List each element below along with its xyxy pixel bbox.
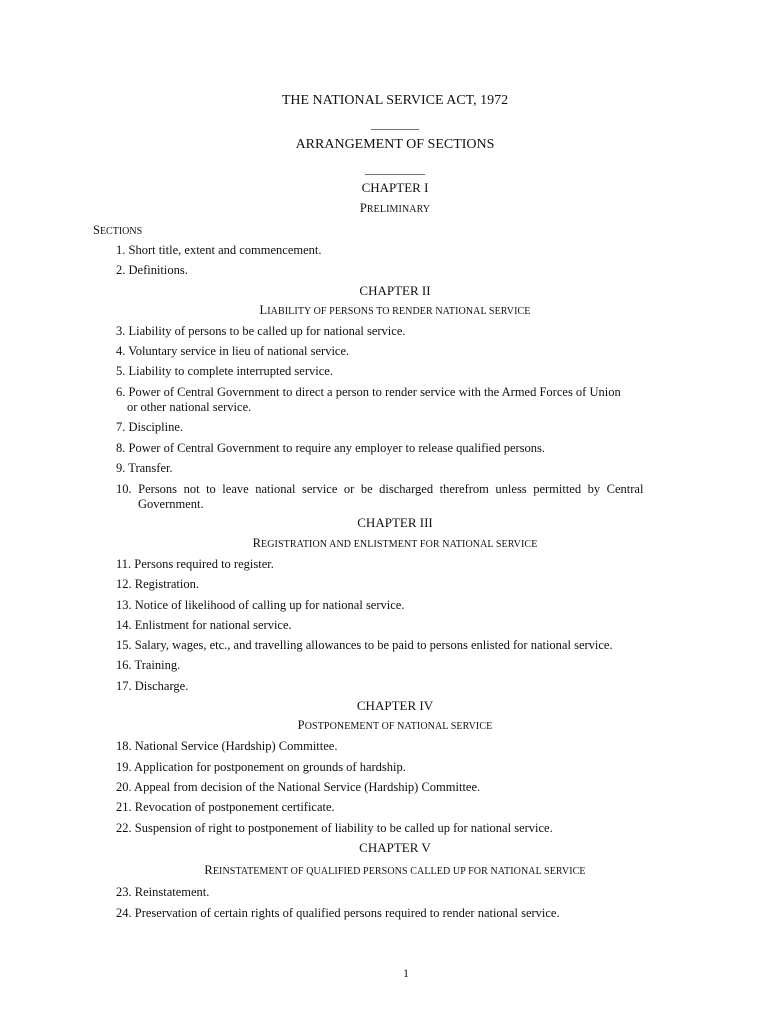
section-item: 9. Transfer.: [116, 461, 173, 475]
section-item: 20. Appeal from decision of the National Service (Hardship) Committee.: [116, 780, 481, 794]
section-item: 1. Short title, extent and commencement.: [116, 243, 322, 257]
section-item: 22. Suspension of right to postponement of liability to be called up for national service.: [116, 821, 553, 835]
section-item: 5. Liability to complete interrupted service.: [116, 364, 333, 378]
section-item: 15. Salary, wages, etc., and travelling allowances to be paid to persons enlisted for national service.: [116, 638, 613, 652]
chapter-3-subtitle: REGISTRATION AND ENLISTMENT FOR NATIONAL SERVICE: [252, 536, 538, 550]
section-item-continuation: Government.: [138, 497, 204, 511]
section-item: 8. Power of Central Government to require any employer to release qualified persons.: [116, 441, 546, 455]
chapter-3-title: CHAPTER III: [357, 515, 433, 530]
chapter-1-title: CHAPTER I: [361, 180, 429, 195]
section-item: 21. Revocation of postponement certificate.: [116, 800, 335, 814]
section-item: 10. Persons not to leave national service or be discharged therefrom unless permitted by Central: [116, 482, 644, 496]
chapter-2-subtitle: LIABILITY OF PERSONS TO RENDER NATIONAL SERVICE: [259, 303, 531, 317]
title-separator: ________: [371, 117, 419, 131]
chapter-1-subtitle: PRELIMINARY: [359, 201, 431, 215]
arrangement-title: ARRANGEMENT OF SECTIONS: [295, 137, 495, 152]
arrangement-separator: __________: [365, 162, 425, 176]
section-item: 16. Training.: [116, 658, 181, 672]
section-item: 4. Voluntary service in lieu of national service.: [116, 344, 350, 358]
section-item: 7. Discipline.: [116, 420, 184, 434]
chapter-4-subtitle: POSTPONEMENT OF NATIONAL SERVICE: [297, 718, 493, 732]
section-item: 23. Reinstatement.: [116, 885, 210, 899]
section-item: 11. Persons required to register.: [116, 557, 274, 571]
chapter-5-subtitle: REINSTATEMENT OF QUALIFIED PERSONS CALLED UP FOR NATIONAL SERVICE: [204, 863, 586, 877]
section-item: 13. Notice of likelihood of calling up for national service.: [116, 598, 405, 612]
section-item: 17. Discharge.: [116, 679, 189, 693]
section-item: 6. Power of Central Government to direct a person to render service with the Armed Forces of Union: [116, 385, 621, 399]
section-item-continuation: or other national service.: [127, 400, 252, 414]
chapter-2-title: CHAPTER II: [359, 283, 431, 298]
chapter-4-title: CHAPTER IV: [356, 698, 434, 713]
section-item: 24. Preservation of certain rights of qualified persons required to render national service.: [116, 906, 560, 920]
section-item: 12. Registration.: [116, 577, 199, 591]
section-item: 3. Liability of persons to be called up for national service.: [116, 324, 406, 338]
section-item: 14. Enlistment for national service.: [116, 618, 292, 632]
section-item: 19. Application for postponement on grounds of hardship.: [116, 760, 406, 774]
page-number: 1: [403, 966, 409, 980]
sections-label: SECTIONS: [93, 223, 143, 237]
section-item: 18. National Service (Hardship) Committee.: [116, 739, 338, 753]
document-title: THE NATIONAL SERVICE ACT, 1972: [281, 93, 509, 108]
section-item: 2. Definitions.: [116, 263, 188, 277]
chapter-5-title: CHAPTER V: [359, 840, 431, 855]
